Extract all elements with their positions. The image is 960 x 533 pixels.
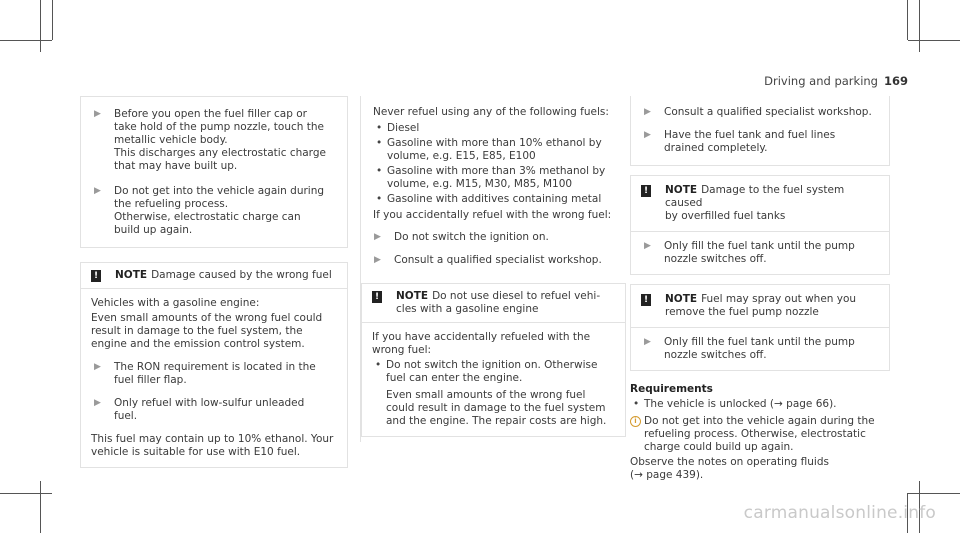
list-line: Even small amounts of the wrong fuel: [386, 389, 586, 401]
step-line: Only fill the fuel tank until the pump: [664, 240, 855, 252]
list-item: [373, 193, 633, 206]
step-line: Only refuel with low-sulfur unleaded: [114, 397, 305, 409]
note-label: NOTE: [665, 293, 698, 305]
paragraph: (→ page 439).: [630, 469, 704, 481]
page-header: [764, 74, 908, 88]
tip-line: Do not get into the vehicle again during the: [644, 415, 875, 427]
list-line: • Gasoline with more than 3% methanol by: [387, 165, 606, 177]
list-line: • Gasoline with more than 10% ethanol by: [387, 137, 602, 149]
step-line: Before you open the fuel filler cap or: [114, 108, 307, 120]
step-line: nozzle switches off.: [664, 349, 767, 361]
instruction-step: [641, 240, 889, 266]
step-line: take hold of the pump nozzle, touch the: [114, 121, 324, 133]
play-arrow-icon: ▶: [94, 398, 101, 408]
paragraph: Never refuel using any of the following fuels:: [373, 106, 609, 118]
tip-line: charge could build up again.: [644, 441, 794, 453]
instruction-step: [631, 129, 889, 155]
note-text: If you have accidentally refueled with the: [372, 331, 591, 343]
play-arrow-icon: ▶: [644, 337, 651, 347]
step-line: fuel filler flap.: [114, 374, 187, 386]
note-label: NOTE: [115, 269, 148, 281]
warning-icon: !: [641, 294, 651, 306]
play-arrow-icon: ▶: [644, 107, 651, 117]
crop-mark: [40, 481, 41, 533]
note-label: NOTE: [396, 290, 429, 302]
crop-mark: [908, 40, 960, 41]
info-icon: i: [630, 416, 641, 427]
instruction-step: [91, 397, 347, 423]
play-arrow-icon: ▶: [94, 109, 101, 119]
note-header: [631, 176, 889, 232]
step-line: The RON requirement is located in the: [114, 361, 316, 373]
note-header: [631, 285, 889, 328]
list-line: volume, e.g. M15, M30, M85, M100: [387, 178, 573, 190]
crop-mark: [0, 40, 52, 41]
crop-mark: [908, 493, 960, 494]
note-title: by overfilled fuel tanks: [665, 210, 786, 222]
note-text: Even small amounts of the wrong fuel could: [91, 312, 323, 324]
note-title: remove the fuel pump nozzle: [665, 306, 819, 318]
step-line: Do not switch the ignition on.: [394, 231, 549, 243]
note-text: result in damage to the fuel system, the: [91, 325, 303, 337]
warning-icon: !: [641, 185, 651, 197]
note-title: Do not use diesel to refuel vehi-: [432, 290, 601, 302]
list-item: [372, 359, 625, 428]
column-2: [360, 96, 633, 442]
note-body: [362, 323, 625, 436]
instruction-step: [373, 231, 633, 244]
play-arrow-icon: ▶: [94, 362, 101, 372]
section-title: Driving and parking: [764, 74, 878, 88]
step-line: drained completely.: [664, 142, 768, 154]
note-text: engine and the emission control system.: [91, 338, 305, 350]
list-line: and the engine. The repair costs are high.: [386, 415, 607, 427]
list-line: • Do not switch the ignition on. Otherwise: [386, 359, 598, 371]
note-label: NOTE: [665, 184, 698, 196]
paragraph: If you accidentally refuel with the wrong fuel:: [373, 209, 612, 221]
instruction-step: [91, 361, 347, 387]
list-item: [373, 137, 633, 163]
step-line: metallic vehicle body.: [114, 134, 228, 146]
list-item: [630, 398, 890, 411]
instruction-step: [631, 106, 889, 119]
step-line: This discharges any electrostatic charge: [114, 147, 326, 159]
page-number: 169: [883, 74, 908, 88]
list-item: [373, 122, 633, 135]
instruction-box: [630, 96, 890, 166]
note-text: wrong fuel:: [372, 344, 432, 356]
play-arrow-icon: ▶: [374, 255, 381, 265]
crop-mark: [0, 493, 52, 494]
instruction-step: [81, 185, 347, 237]
note-header: [81, 263, 347, 289]
note-title: Damage to the fuel system caused: [665, 184, 845, 209]
note-text: This fuel may contain up to 10% ethanol. Your: [91, 433, 334, 445]
play-arrow-icon: ▶: [644, 241, 651, 251]
paragraph: Observe the notes on operating fluids: [630, 456, 829, 468]
play-arrow-icon: ▶: [374, 232, 381, 242]
note-text: vehicle is suitable for use with E10 fuel.: [91, 446, 301, 458]
list-line: • Gasoline with additives containing metal: [387, 193, 602, 205]
note-box: [630, 175, 890, 275]
list-line: could result in damage to the fuel system: [386, 402, 606, 414]
note-body: [631, 328, 889, 370]
step-line: that may have built up.: [114, 160, 238, 172]
note-title: cles with a gasoline engine: [396, 303, 539, 315]
requirements-heading: Requirements: [630, 383, 713, 395]
column-3: [630, 96, 890, 482]
instruction-step: [81, 108, 347, 173]
note-text: Vehicles with a gasoline engine:: [91, 297, 260, 309]
step-line: build up again.: [114, 224, 193, 236]
list-line: • The vehicle is unlocked (→ page 66).: [644, 398, 837, 410]
note-body: [81, 289, 347, 467]
step-line: Consult a qualified specialist workshop.: [394, 254, 602, 266]
column-1: [80, 96, 348, 468]
instruction-step: [641, 336, 889, 362]
warning-icon: !: [91, 270, 101, 282]
note-box: [80, 262, 348, 468]
step-line: Only fill the fuel tank until the pump: [664, 336, 855, 348]
watermark: carmanualsonline.info: [743, 503, 936, 523]
step-line: the refueling process.: [114, 198, 229, 210]
list-line: • Diesel: [387, 122, 420, 134]
crop-mark: [40, 0, 41, 52]
tip-line: refueling process. Otherwise, electrostatic: [644, 428, 866, 440]
step-line: Have the fuel tank and fuel lines: [664, 129, 836, 141]
note-box: [630, 284, 890, 371]
play-arrow-icon: ▶: [644, 130, 651, 140]
crop-mark: [919, 0, 920, 52]
note-body: [631, 232, 889, 274]
step-line: Otherwise, electrostatic charge can: [114, 211, 301, 223]
play-arrow-icon: ▶: [94, 186, 101, 196]
note-box: [361, 283, 626, 437]
info-tip: [630, 415, 890, 454]
step-line: nozzle switches off.: [664, 253, 767, 265]
crop-mark: [907, 0, 908, 40]
list-item: [373, 165, 633, 191]
list-line: fuel can enter the engine.: [386, 372, 523, 384]
step-line: Do not get into the vehicle again during: [114, 185, 325, 197]
step-line: fuel.: [114, 410, 138, 422]
note-title: Damage caused by the wrong fuel: [151, 269, 332, 281]
note-header: [362, 284, 625, 323]
instruction-step: [373, 254, 633, 267]
step-line: Consult a qualified specialist workshop.: [664, 106, 872, 118]
note-title: Fuel may spray out when you: [701, 293, 857, 305]
warning-icon: !: [372, 291, 382, 303]
list-line: volume, e.g. E15, E85, E100: [387, 150, 536, 162]
instruction-box: [80, 96, 348, 248]
crop-mark: [52, 0, 53, 40]
